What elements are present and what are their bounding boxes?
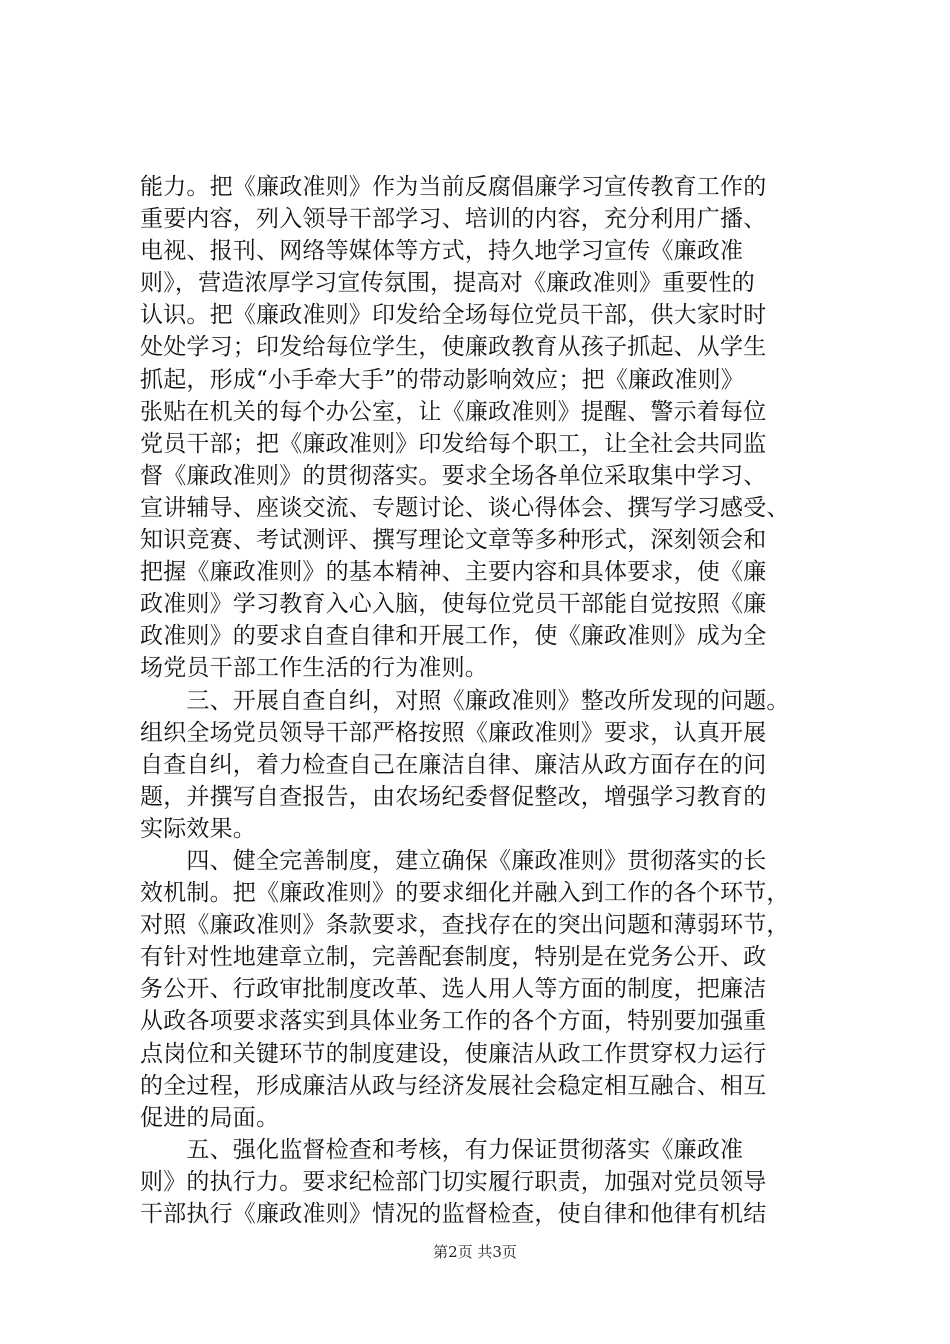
text-line: 处处学习；印发给每位学生，使廉政教育从孩子抓起、从学生 bbox=[140, 334, 767, 361]
text-line: 政准则》学习教育入心入脑，使每位党员干部能自觉按照《廉 bbox=[140, 591, 767, 618]
text-line: 宣讲辅导、座谈交流、专题讨论、谈心得体会、撰写学习感受、 bbox=[140, 494, 790, 521]
text-line: 务公开、行政审批制度改革、选人用人等方面的制度，把廉洁 bbox=[140, 976, 767, 1003]
text-line: 则》的执行力。要求纪检部门切实履行职责，加强对党员领导 bbox=[140, 1168, 767, 1195]
text-line: 场党员干部工作生活的行为准则。 bbox=[140, 655, 488, 682]
text-line: 三、开展自查自纠，对照《廉政准则》整改所发现的问题。 bbox=[140, 687, 790, 714]
text-line: 干部执行《廉政准则》情况的监督检查，使自律和他律有机结 bbox=[140, 1201, 767, 1227]
text-line: 重要内容，列入领导干部学习、培训的内容，充分利用广播、 bbox=[140, 206, 767, 233]
text-line: 党员干部；把《廉政准则》印发给每个职工，让全社会共同监 bbox=[140, 430, 767, 457]
text-line: 促进的局面。 bbox=[140, 1104, 280, 1131]
text-line: 题，并撰写自查报告，由农场纪委督促整改，增强学习教育的 bbox=[140, 783, 767, 810]
text-line: 实际效果。 bbox=[140, 815, 256, 842]
body-text bbox=[140, 171, 840, 1230]
text-line: 督《廉政准则》的贯彻落实。要求全场各单位采取集中学习、 bbox=[140, 462, 767, 489]
text-line: 知识竞赛、考试测评、撰写理论文章等多种形式，深刻领会和 bbox=[140, 527, 767, 554]
text-line: 组织全场党员领导干部严格按照《廉政准则》要求，认真开展 bbox=[140, 719, 767, 746]
text-line: 政准则》的要求自查自律和开展工作，使《廉政准则》成为全 bbox=[140, 623, 767, 650]
text-line: 把握《廉政准则》的基本精神、主要内容和具体要求，使《廉 bbox=[140, 559, 767, 586]
text-line: 则》，营造浓厚学习宣传氛围，提高对《廉政准则》重要性的 bbox=[140, 270, 755, 297]
text-line: 四、健全完善制度，建立确保《廉政准则》贯彻落实的长 bbox=[140, 847, 767, 874]
page-footer: 第2页 共3页 bbox=[433, 1243, 517, 1261]
text-line: 对照《廉政准则》条款要求，查找存在的突出问题和薄弱环节， bbox=[140, 912, 790, 939]
text-line: 的全过程，形成廉洁从政与经济发展社会稳定相互融合、相互 bbox=[140, 1072, 767, 1099]
text-line: 抓起，形成“小手牵大手”的带动影响效应；把《廉政准则》 bbox=[140, 366, 744, 393]
text-line: 点岗位和关键环节的制度建设，使廉洁从政工作贯穿权力运行 bbox=[140, 1040, 767, 1067]
text-line: 从政各项要求落实到具体业务工作的各个方面，特别要加强重 bbox=[140, 1008, 767, 1035]
text-line: 张贴在机关的每个办公室，让《廉政准则》提醒、警示着每位 bbox=[140, 398, 767, 425]
text-line: 五、强化监督检查和考核，有力保证贯彻落实《廉政准 bbox=[140, 1136, 744, 1163]
text-line: 效机制。把《廉政准则》的要求细化并融入到工作的各个环节， bbox=[140, 880, 790, 907]
text-line: 电视、报刊、网络等媒体等方式，持久地学习宣传《廉政准 bbox=[140, 238, 744, 265]
text-line: 认识。把《廉政准则》印发给全场每位党员干部，供大家时时 bbox=[140, 302, 767, 329]
text-line: 自查自纠，着力检查自己在廉洁自律、廉洁从政方面存在的问 bbox=[140, 751, 767, 778]
text-line: 有针对性地建章立制，完善配套制度，特别是在党务公开、政 bbox=[140, 944, 767, 971]
text-line: 能力。把《廉政准则》作为当前反腐倡廉学习宣传教育工作的 bbox=[140, 174, 767, 200]
